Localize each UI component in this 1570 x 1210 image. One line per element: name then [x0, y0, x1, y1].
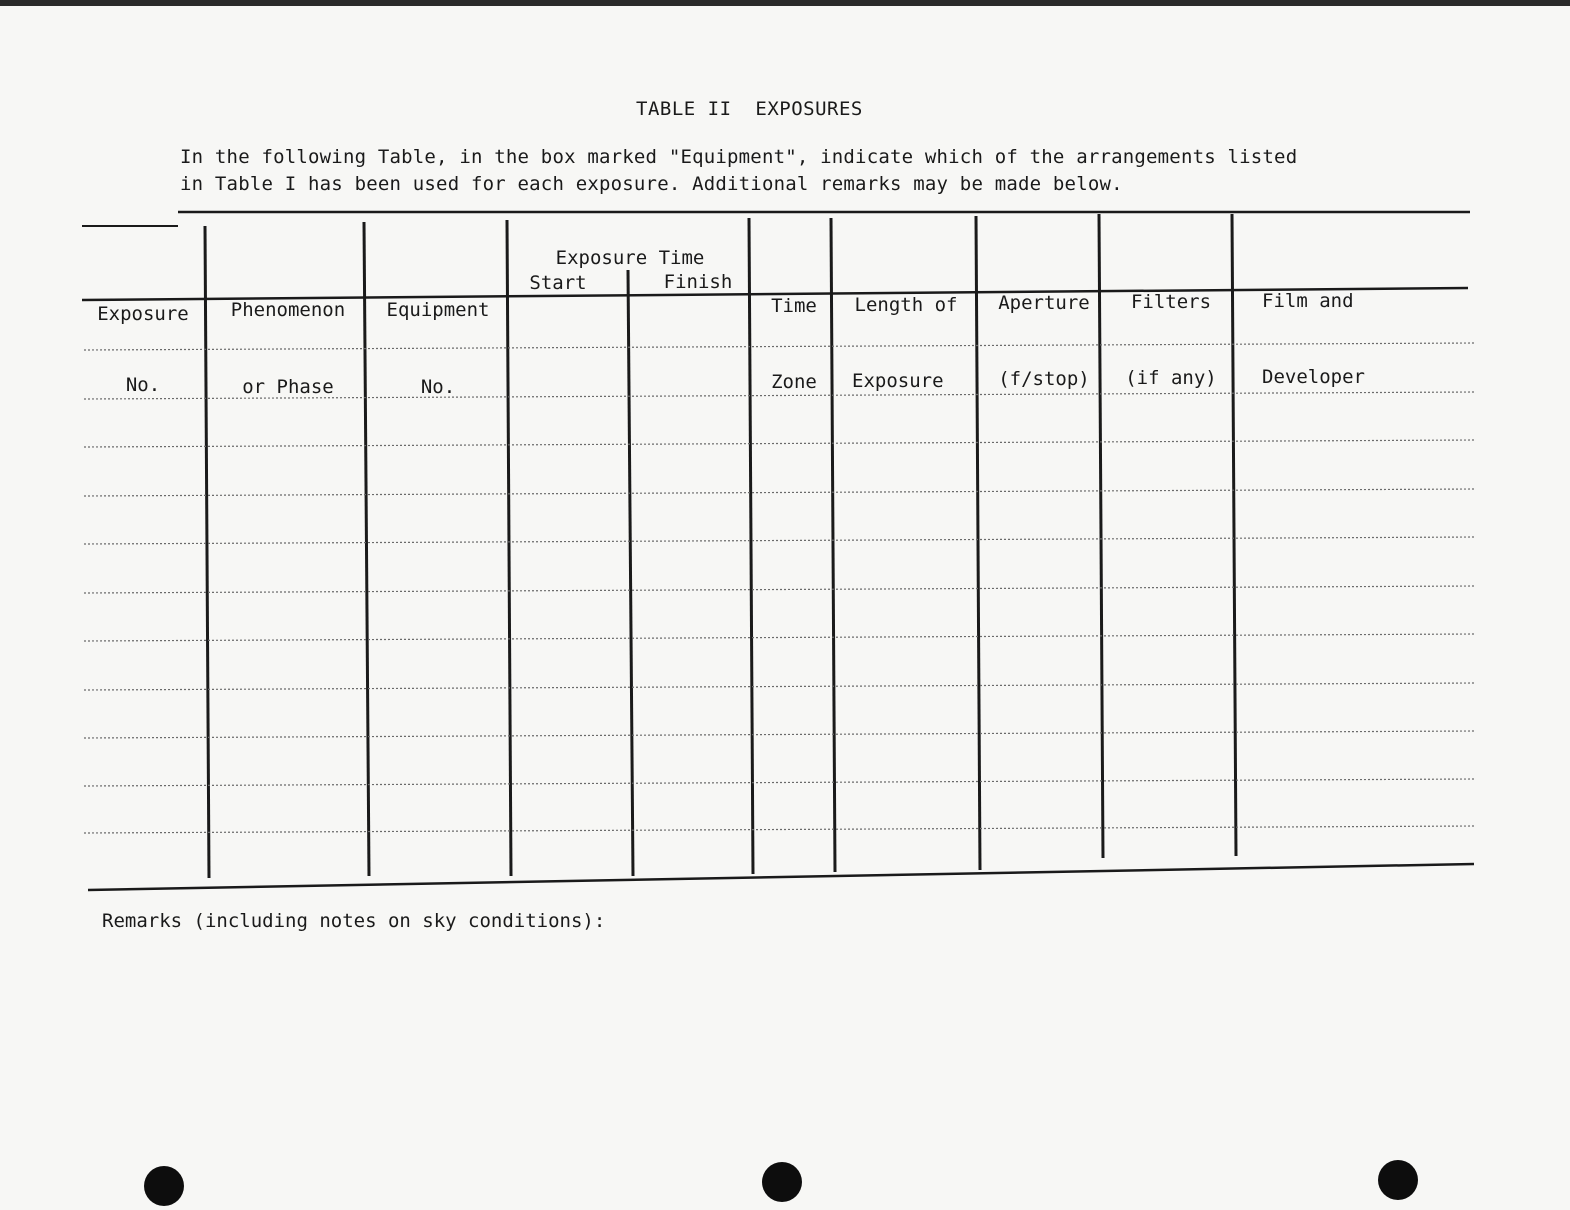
- header-line: Developer: [1262, 366, 1365, 388]
- divider-3: [507, 220, 511, 876]
- divider-7: [976, 216, 980, 870]
- row-line: [84, 489, 1476, 496]
- header-filters: [1110, 240, 1232, 441]
- header-finish: Finish: [663, 271, 733, 293]
- header-exposure-time: Exposure Time: [555, 247, 705, 269]
- divider-9: [1232, 214, 1236, 856]
- row-line: [84, 683, 1476, 690]
- instructions-line-2: in Table I has been used for each exposure. Additional remarks may be made below.: [180, 173, 1123, 195]
- punch-hole-right: [1378, 1160, 1418, 1200]
- header-line: Exposure: [97, 303, 189, 325]
- header-phenomenon: [214, 248, 362, 450]
- header-line: Time: [771, 295, 817, 317]
- remarks-label: Remarks (including notes on sky conditions):: [102, 910, 606, 932]
- header-line: Length of: [854, 294, 958, 316]
- header-line: or Phase: [242, 376, 334, 398]
- divider-1: [205, 226, 209, 878]
- punch-hole-center: [762, 1162, 802, 1202]
- divider-4: [628, 270, 633, 876]
- header-line: Zone: [771, 371, 817, 393]
- row-line: [84, 537, 1476, 544]
- header-line: (if any): [1125, 367, 1217, 389]
- row-line: [84, 586, 1476, 593]
- header-line: No.: [125, 374, 161, 396]
- header-line: Equipment: [386, 299, 490, 321]
- header-line: (f/stop): [998, 368, 1090, 390]
- header-time-zone: [756, 244, 832, 445]
- header-line: Film and: [1262, 290, 1354, 312]
- divider-2: [364, 222, 369, 876]
- row-line: [84, 634, 1476, 641]
- header-line: No.: [420, 376, 456, 398]
- table-bottom-rule: [88, 864, 1474, 890]
- header-start: Start: [529, 272, 587, 294]
- header-line: Exposure: [852, 370, 944, 392]
- header-line: Phenomenon: [230, 299, 346, 321]
- header-length-of-exposure: [838, 243, 974, 444]
- header-exposure-no: [86, 252, 200, 448]
- header-aperture: [984, 241, 1104, 442]
- header-line: Aperture: [998, 292, 1090, 314]
- header-line: Filters: [1130, 291, 1212, 313]
- row-line: [84, 826, 1476, 833]
- header-equipment-no: [372, 248, 504, 450]
- header-film-and-developer: [1240, 239, 1412, 440]
- row-line: [84, 779, 1476, 786]
- divider-5: [749, 218, 753, 874]
- page-title: TABLE II EXPOSURES: [636, 98, 863, 120]
- instructions-line-1: In the following Table, in the box marked "Equipment", indicate which of the arrangements listed: [180, 146, 1298, 168]
- row-line: [84, 731, 1476, 738]
- punch-hole-left: [144, 1166, 184, 1206]
